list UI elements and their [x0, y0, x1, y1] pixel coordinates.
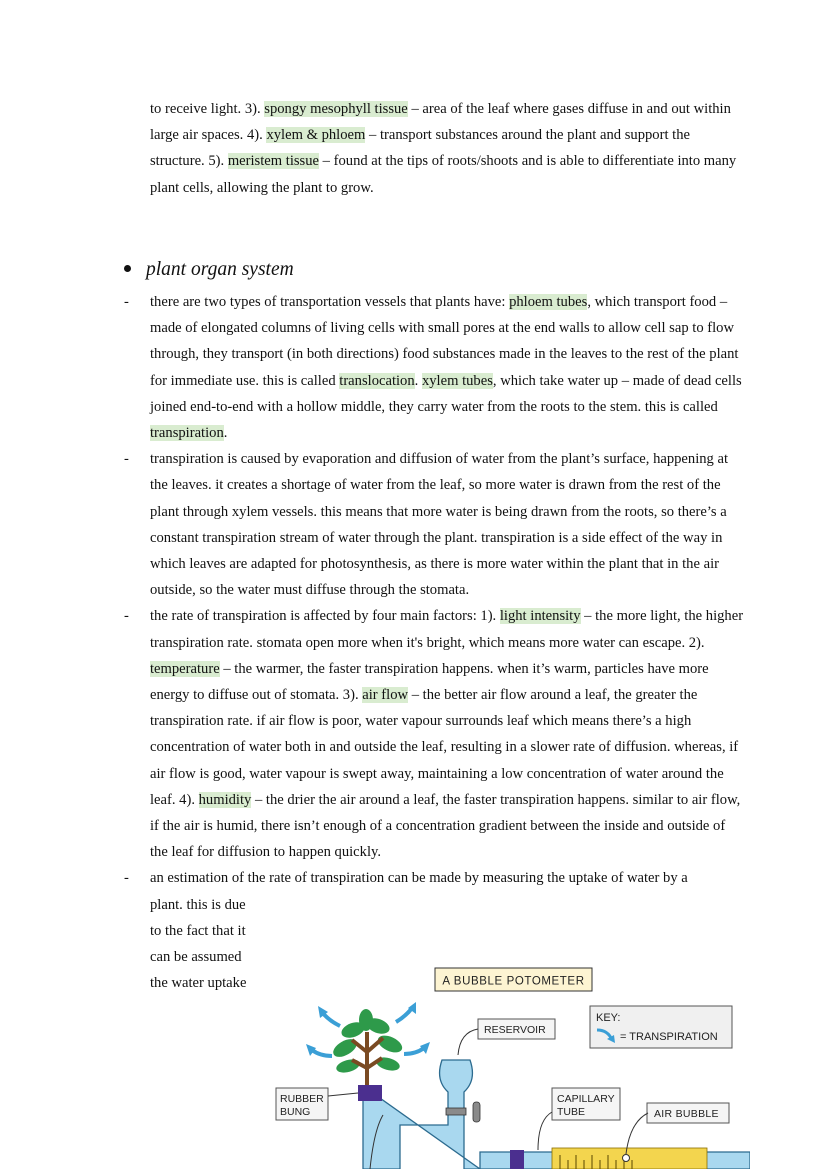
- highlight-term: temperature: [150, 660, 220, 677]
- text-run: – the better air flow around a leaf, the greater the transpiration rate. if air flow is poor, water vapour surrounds leaf which means there’s a high concentration of water both in and outside the leaf, resulting in a slower rate of diffusion. whereas, if air flow is good, water vapour is swept away, maintaining a low concentration of water around the leaf. 4).: [150, 687, 739, 808]
- highlight-term: phloem tubes: [509, 294, 588, 310]
- capillary-label-line2: TUBE: [557, 1106, 586, 1118]
- rubber-bung: [358, 1085, 382, 1101]
- air-bubble: [623, 1155, 630, 1162]
- tap-handle: [473, 1102, 480, 1122]
- text-run: , which transport food – made of elongated columns of living cells with small pores at the end walls to allow cell sap to flow through, they transport (in both directions) food substances made in the leaves to the rest of the plant for immediate use. this is called: [150, 294, 739, 389]
- pointer-line: [538, 1112, 552, 1150]
- dash-marker: -: [124, 451, 129, 468]
- highlight-term: meristem tissue: [227, 153, 320, 170]
- text-run: there are two types of transportation vessels that plants have:: [150, 294, 510, 310]
- text-run: .: [414, 372, 422, 389]
- plant-stem: [352, 1032, 383, 1085]
- pointer-line: [328, 1093, 358, 1096]
- highlight-term: humidity: [198, 791, 252, 808]
- highlight-term: air flow: [362, 687, 409, 704]
- capillary-bung: [510, 1150, 524, 1169]
- diagram-title: A BUBBLE POTOMETER: [442, 975, 585, 988]
- text-run-narrow: plant. this is due to the fact that it can be assumed the water uptake: [150, 896, 247, 992]
- text-run: .: [223, 425, 228, 442]
- section-heading-text: plant organ system: [146, 259, 294, 280]
- text-run: – the more light, the higher transpiration rate. stomata open more when it's bright, which means more water can escape. 2).: [150, 608, 744, 651]
- bullet-list: [124, 289, 744, 996]
- key-label: KEY:: [596, 1012, 621, 1024]
- highlight-term: light intensity: [499, 608, 581, 625]
- text-run: – found at the tips of roots/shoots and is able to differentiate into many plant cells, allowing the plant to grow.: [150, 153, 737, 196]
- text-run: to receive light. 3).: [150, 101, 265, 117]
- pointer-line: [458, 1029, 478, 1055]
- reservoir-label: RESERVOIR: [484, 1024, 546, 1036]
- text-run: the rate of transpiration is affected by four main factors: 1).: [150, 608, 500, 625]
- list-item: [124, 289, 744, 446]
- intro-paragraph: [150, 96, 740, 201]
- highlight-term: xylem tubes: [421, 372, 493, 389]
- rubber-bung-label-line2: BUNG: [280, 1106, 311, 1118]
- text-run: – the warmer, the faster transpiration happens. when it’s warm, particles have more energy to diffuse out of stomata. 3).: [150, 660, 709, 704]
- bubble-potometer-diagram: [270, 960, 750, 1169]
- capillary-label-line1: CAPILLARY: [557, 1093, 615, 1105]
- rubber-bung-label-line1: RUBBER: [280, 1093, 324, 1105]
- air-bubble-label: AIR BUBBLE: [654, 1108, 719, 1120]
- list-item: [124, 446, 744, 603]
- key-entry: = TRANSPIRATION: [620, 1031, 718, 1043]
- section-heading: [124, 256, 294, 284]
- tap-valve: [446, 1108, 466, 1115]
- highlight-term: translocation: [339, 372, 415, 389]
- text-run: transpiration is caused by evaporation and diffusion of water from the plant’s surface, happening at the leaves. it creates a shortage of water from the leaf, so more water is drawn from the rest of the plant through xylem vessels. this means that more water is being drawn from the roots, so there’s a constant transpiration stream of water through the plant. transpiration is a side effect of the way in which leaves are adapted for photosynthesis, as there is more water within the plant that in the air outside, so the water must diffuse through the stomata.: [150, 451, 729, 599]
- dash-marker: -: [124, 294, 129, 310]
- bullet-icon: [124, 265, 131, 272]
- dash-marker: -: [124, 870, 129, 887]
- list-item: [124, 603, 744, 865]
- text-run: – area of the leaf where gases diffuse in and out within large air spaces. 4).: [150, 101, 731, 144]
- text-run: – transport substances around the plant and support the structure. 5).: [150, 127, 690, 170]
- highlight-term: transpiration: [150, 425, 224, 442]
- highlight-term: xylem & phloem: [266, 127, 366, 144]
- text-run: , which take water up – made of dead cells joined end-to-end with a hollow middle, they carry water from the roots to the stem. this is called: [150, 372, 742, 415]
- text-run: an estimation of the rate of transpiration can be made by measuring the uptake of water by a: [150, 870, 688, 887]
- dash-marker: -: [124, 608, 129, 625]
- text-run: – the drier the air around a leaf, the faster transpiration happens. similar to air flow, if the air is humid, there isn’t enough of a concentration gradient between the inside and outside of the leaf for diffusion to happen quickly.: [150, 791, 741, 861]
- highlight-term: spongy mesophyll tissue: [264, 101, 408, 117]
